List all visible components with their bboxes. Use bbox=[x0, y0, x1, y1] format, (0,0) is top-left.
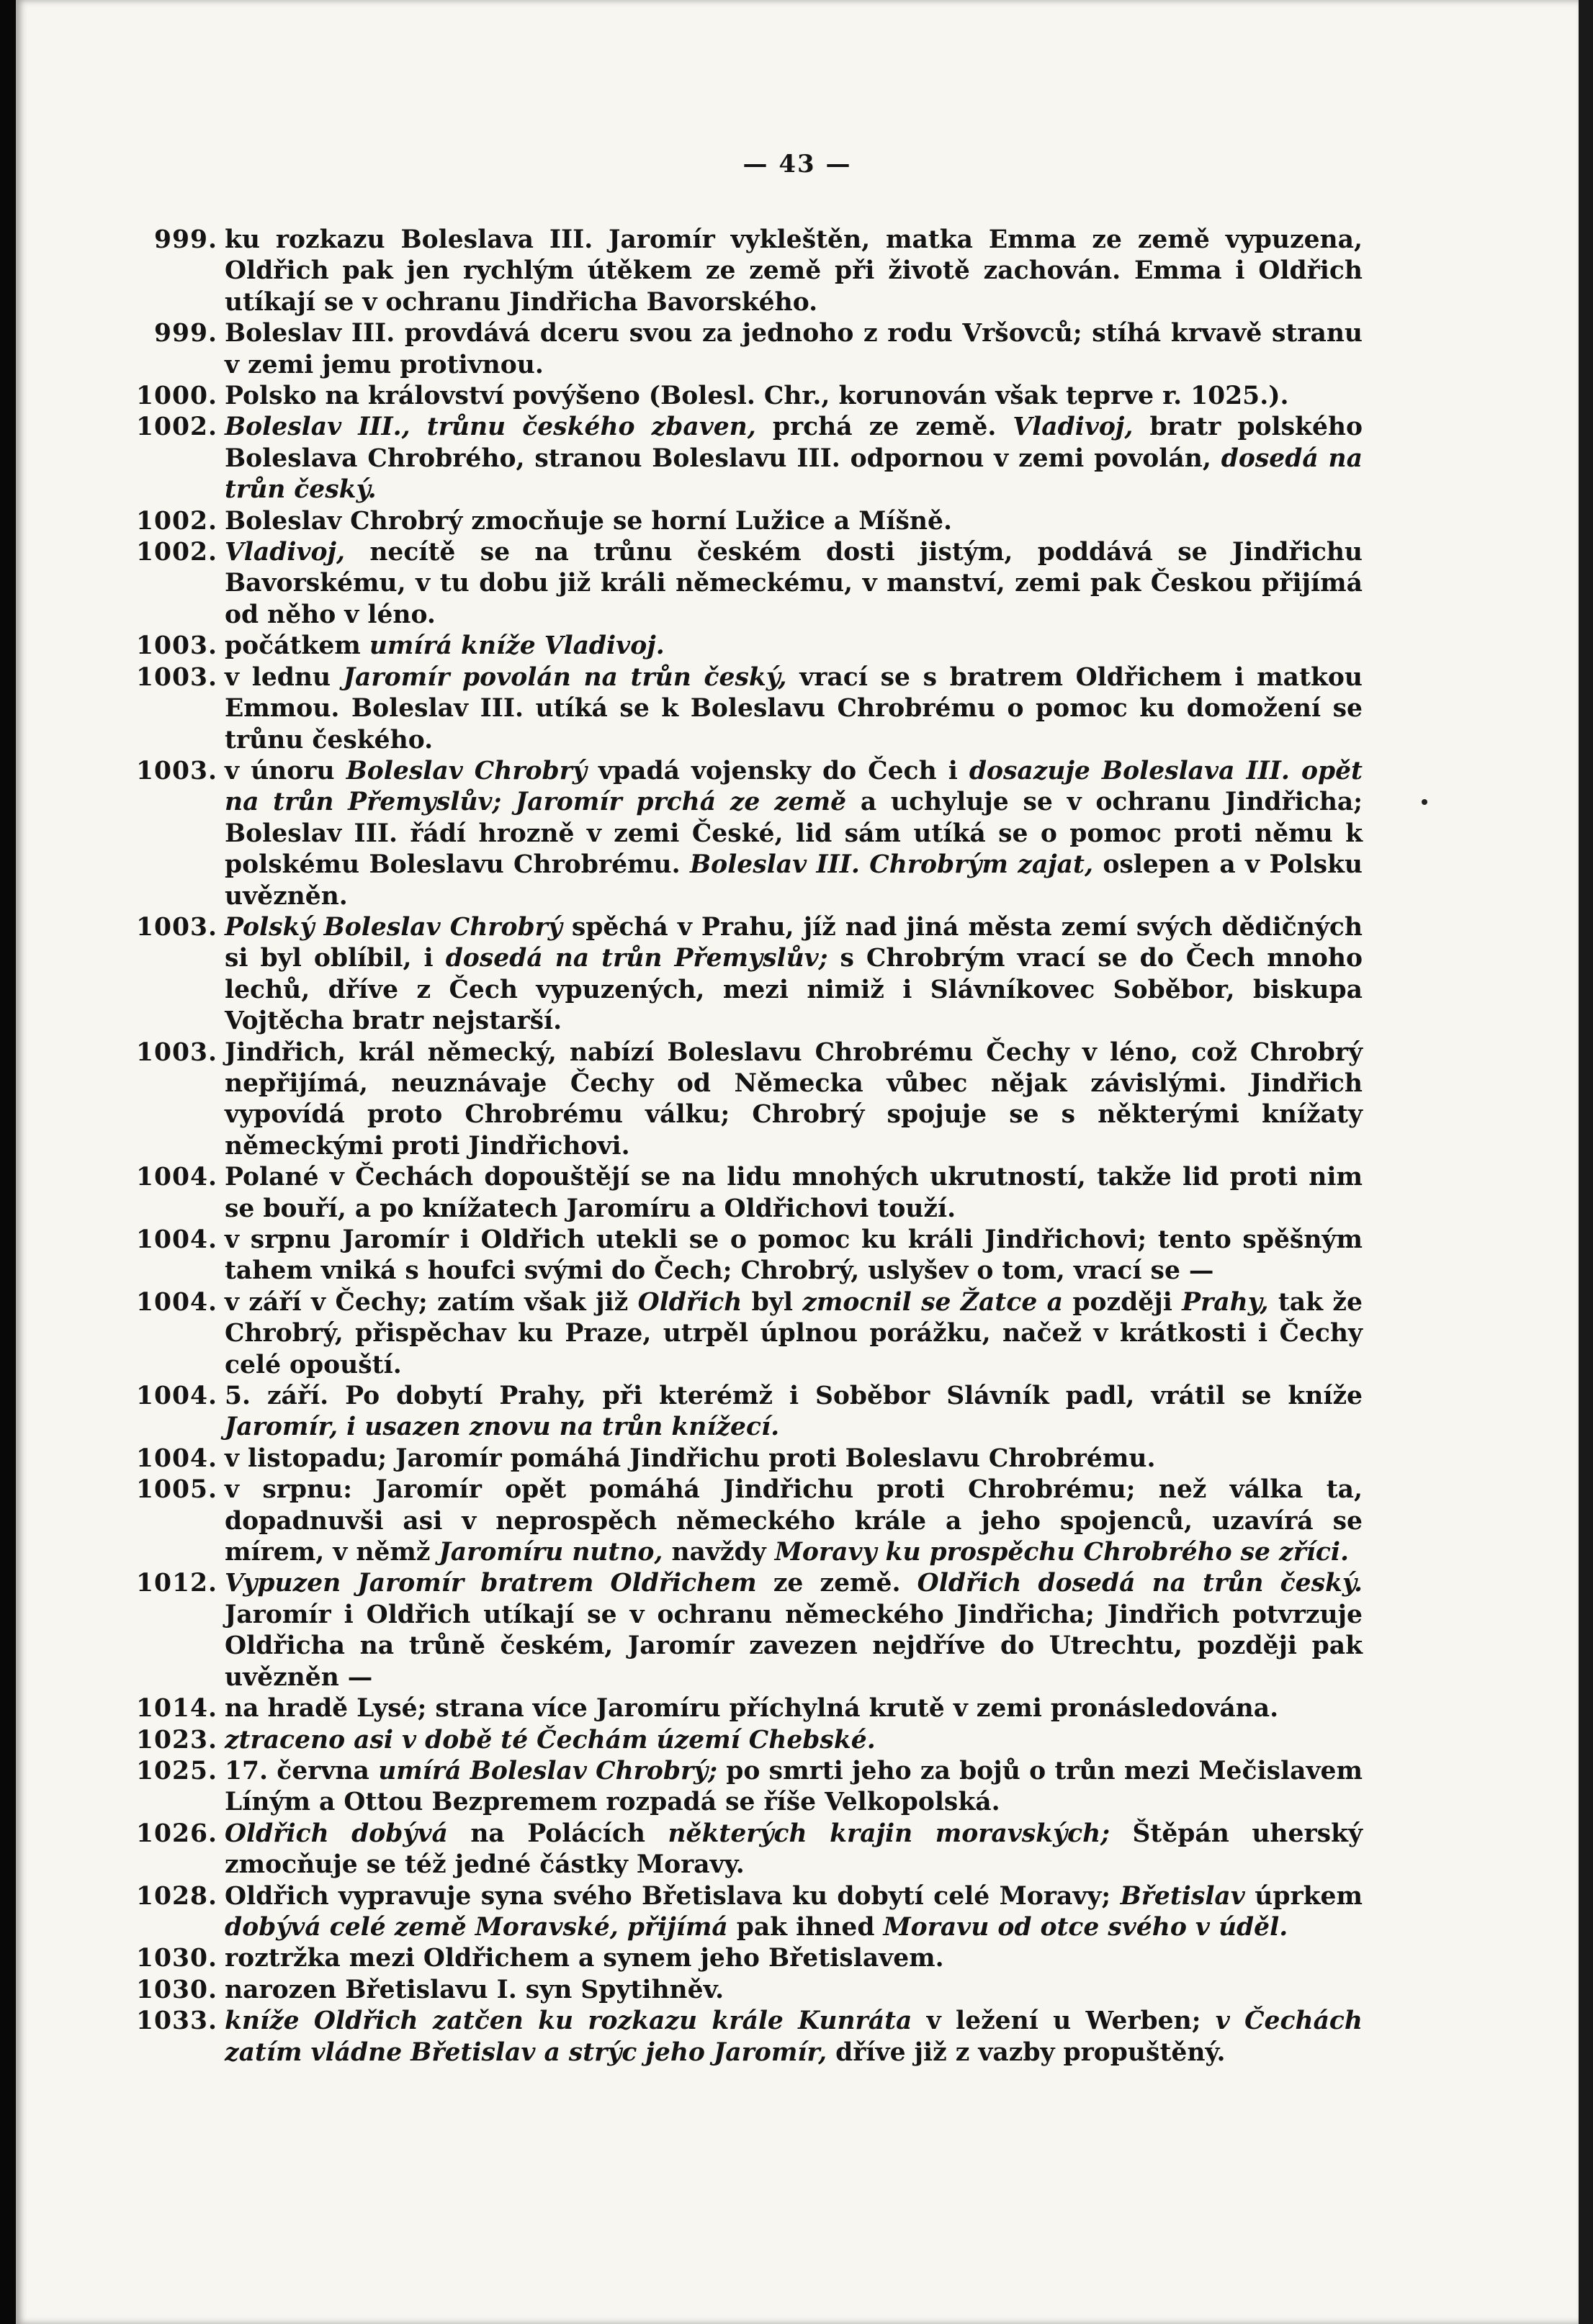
chronology-entry bbox=[124, 1943, 1363, 1974]
entry-text-italic: Jaromíru nutno, bbox=[439, 1538, 663, 1567]
entry-text-run: roztržka mezi Oldřichem a synem jeho Břetislavem. bbox=[225, 1944, 944, 1973]
entry-text bbox=[225, 1756, 1363, 1819]
entry-text-run: navždy bbox=[663, 1538, 775, 1567]
entry-text-italic: Jaromír, i usazen znovu na trůn knížecí. bbox=[225, 1413, 780, 1442]
chronology-entry bbox=[124, 2006, 1363, 2068]
entry-year: 1004. bbox=[135, 1225, 217, 1254]
entry-text-italic: Vladivoj, bbox=[225, 538, 346, 567]
entry-text-run: v srpnu Jaromír i Oldřich utekli se o pomoc ku králi Jindřichovi; tento spěšným tahem vniká s houfci svými do Čech; Chrobrý, uslyšev o tom, vrací se — bbox=[225, 1225, 1363, 1286]
entry-text bbox=[225, 225, 1363, 318]
chronology-entry bbox=[124, 1756, 1363, 1819]
entry-text bbox=[225, 318, 1363, 381]
entry-text bbox=[225, 1725, 1363, 1756]
entry-text-run: vpadá vojensky do Čech i bbox=[586, 756, 969, 785]
entry-year: 1000. bbox=[135, 382, 217, 411]
entry-text-italic: Boleslav III. Chrobrým zajat, bbox=[690, 850, 1093, 880]
entry-text-italic: některých krajin moravských; bbox=[668, 1819, 1110, 1848]
entry-text-run: Polané v Čechách dopouštějí se na lidu mnohých ukrutností, takže lid proti nim se bouří, a po knížatech Jaromíru a Oldřichovi touží. bbox=[225, 1163, 1363, 1223]
entry-text-italic: umírá Boleslav Chrobrý; bbox=[378, 1756, 717, 1785]
entry-year: 1025. bbox=[135, 1756, 217, 1785]
entry-text bbox=[225, 1162, 1363, 1225]
chronology-entry bbox=[124, 1819, 1363, 1881]
entry-text bbox=[225, 1881, 1363, 1944]
chronology-entry bbox=[124, 1381, 1363, 1444]
entry-year: 1026. bbox=[135, 1819, 217, 1848]
entry-text bbox=[225, 1975, 1363, 2006]
entry-text-run: v listopadu; Jaromír pomáhá Jindřichu proti Boleslavu Chrobrému. bbox=[225, 1444, 1156, 1473]
entry-text-italic: Břetislav bbox=[1120, 1881, 1245, 1911]
entry-text-italic: dosedá na trůn Přemyslův; bbox=[445, 944, 828, 973]
entry-text bbox=[225, 1943, 1363, 1974]
entry-text-italic: kníže Oldřich zatčen ku rozkazu krále Kunráta bbox=[225, 2007, 912, 2036]
entry-text-italic: ztraceno asi v době té Čechám území Chebské. bbox=[225, 1725, 876, 1755]
entry-text bbox=[225, 1568, 1363, 1693]
chronology-entry bbox=[124, 225, 1363, 318]
entry-text bbox=[225, 506, 1363, 537]
entry-text-italic: Boleslav III., trůnu českého zbaven, bbox=[225, 413, 756, 442]
entry-text-run: později bbox=[1063, 1287, 1183, 1317]
entry-year: 1012. bbox=[135, 1569, 217, 1598]
entry-year: 1028. bbox=[135, 1881, 217, 1911]
entry-text-italic: dosazuje Boleslava III. opět na trůn Přemyslův; Jaromír prchá ze země bbox=[225, 756, 1363, 817]
entry-year: 1004. bbox=[135, 1444, 217, 1473]
page-number: — 43 — bbox=[742, 150, 852, 179]
chronology-entry bbox=[124, 1881, 1363, 1944]
entry-text-italic: dobývá celé země Moravské, přijímá bbox=[225, 1912, 728, 1942]
entry-text-italic: Vladivoj, bbox=[1013, 413, 1134, 442]
entry-year: 999. bbox=[153, 225, 217, 254]
chronology-list bbox=[124, 225, 1363, 2068]
entry-year: 999. bbox=[153, 319, 217, 348]
document-page bbox=[16, 0, 1579, 2324]
entry-year: 1002. bbox=[135, 413, 217, 442]
entry-text bbox=[225, 2006, 1363, 2068]
entry-text-run: v ležení u Werben; bbox=[912, 2007, 1216, 2036]
entry-year: 1002. bbox=[135, 506, 217, 536]
entry-text-run: Jindřich, král německý, nabízí Boleslavu Chrobrému Čechy v léno, což Chrobrý nepřijímá, neuznávaje Čechy od Německa vůbec nějak závislými. Jindřich vypovídá proto Chrobrému válku; Chrobrý spojuje se s některými knížaty německými proti Jindřichovi. bbox=[225, 1037, 1363, 1161]
entry-year: 1004. bbox=[135, 1163, 217, 1192]
entry-text-run: bratr polského Boleslava Chrobrého, stranou Boleslavu III. odpornou v zemi povolán, bbox=[225, 413, 1363, 473]
entry-text-run: na Polácích bbox=[447, 1819, 668, 1848]
entry-text bbox=[225, 537, 1363, 631]
entry-text-run: v září v Čechy; zatím však již bbox=[225, 1287, 638, 1317]
entry-text bbox=[225, 412, 1363, 505]
entry-text-italic: Moravy ku prospěchu Chrobrého se zříci. bbox=[774, 1538, 1350, 1567]
entry-text-italic: Polský Boleslav Chrobrý bbox=[225, 912, 562, 942]
entry-year: 1023. bbox=[135, 1725, 217, 1755]
entry-text-italic: Moravu od otce svého v úděl. bbox=[883, 1912, 1288, 1942]
entry-text-run: v srpnu: Jaromír opět pomáhá Jindřichu proti Chrobrému; než válka ta, dopadnuvši asi v neprospěch německého krále a jeho spojenců, uzavírá se mírem, v němž bbox=[225, 1475, 1363, 1567]
chronology-entry bbox=[124, 381, 1363, 412]
entry-text bbox=[225, 1474, 1363, 1568]
entry-text bbox=[225, 1693, 1363, 1724]
entry-text-italic: zmocnil se Žatce a bbox=[802, 1287, 1064, 1317]
entry-text-italic: Prahy, bbox=[1182, 1287, 1269, 1317]
entry-text-italic: Boleslav Chrobrý bbox=[346, 756, 587, 785]
entry-text bbox=[225, 662, 1363, 756]
entry-text bbox=[225, 1381, 1363, 1444]
entry-text-run: pak ihned bbox=[727, 1912, 884, 1942]
chronology-entry bbox=[124, 662, 1363, 756]
margin-speck bbox=[1422, 799, 1427, 805]
entry-year: 1030. bbox=[135, 1944, 217, 1973]
entry-text-run: byl bbox=[742, 1287, 803, 1317]
entry-text-run: prchá ze země. bbox=[755, 413, 1013, 442]
chronology-entry bbox=[124, 1693, 1363, 1724]
chronology-entry bbox=[124, 1162, 1363, 1225]
chronology-entry bbox=[124, 1037, 1363, 1163]
entry-text bbox=[225, 1225, 1363, 1287]
chronology-entry bbox=[124, 1474, 1363, 1568]
entry-text bbox=[225, 1287, 1363, 1381]
entry-year: 1002. bbox=[135, 538, 217, 567]
entry-year: 1003. bbox=[135, 756, 217, 785]
entry-text bbox=[225, 1819, 1363, 1881]
entry-text-run: Jaromír i Oldřich utíkají se v ochranu německého Jindřicha; Jindřich potvrzuje Oldřicha na trůně českém, Jaromír zavezen nejdříve do Utrechtu, později pak uvězněn — bbox=[225, 1600, 1363, 1692]
entry-text-run: na hradě Lysé; strana více Jaromíru příchylná krutě v zemi pronásledována. bbox=[225, 1694, 1279, 1724]
entry-year: 1003. bbox=[135, 1037, 217, 1067]
chronology-entry bbox=[124, 1568, 1363, 1693]
entry-text-run: necítě se na trůnu českém dosti jistým, poddává se Jindřichu Bavorskému, v tu dobu již králi německému, v manství, zemi pak Českou přijímá od něho v léno. bbox=[225, 538, 1363, 629]
entry-text-run: 5. září. Po dobytí Prahy, při kterémž i Soběbor Slávník padl, vrátil se kníže bbox=[225, 1382, 1363, 1411]
entry-text-run: úprkem bbox=[1244, 1881, 1363, 1911]
chronology-entry bbox=[124, 318, 1363, 381]
entry-year: 1004. bbox=[135, 1287, 217, 1317]
entry-year: 1033. bbox=[135, 2007, 217, 2036]
entry-text-italic: Oldřich dobývá bbox=[225, 1819, 448, 1848]
entry-text-italic: Oldřich bbox=[637, 1287, 742, 1317]
scan-left-edge bbox=[0, 0, 16, 2324]
entry-year: 1005. bbox=[135, 1475, 217, 1505]
entry-text bbox=[225, 756, 1363, 912]
entry-text-run: po smrti jeho za bojů o trůn mezi Mečislavem Líným a Ottou Bezpremem rozpadá se říše Velkopolská. bbox=[225, 1756, 1363, 1817]
entry-text-run: ze země. bbox=[756, 1569, 917, 1598]
chronology-entry bbox=[124, 1225, 1363, 1287]
entry-text-run: oslepen a v Polsku uvězněn. bbox=[225, 850, 1363, 911]
entry-text-run: a uchyluje se v ochranu Jindřicha; Boleslav III. řádí hrozně v zemi České, lid sám utíká se o pomoc proti němu k polskému Boleslavu Chrobrému. bbox=[225, 788, 1363, 880]
chronology-entry bbox=[124, 506, 1363, 537]
entry-text-run: 17. června bbox=[225, 1756, 379, 1785]
entry-text-run: ku rozkazu Boleslava III. Jaromír vykleštěn, matka Emma ze země vypuzena, Oldřich pak jen rychlým útěkem ze země při životě zachován. Emma i Oldřich utíkají se v ochranu Jindřicha Bavorského. bbox=[225, 225, 1363, 317]
entry-text-run: Boleslav III. provdává dceru svou za jednoho z rodu Vršovců; stíhá krvavě stranu v zemi jemu protivnou. bbox=[225, 319, 1363, 379]
entry-text-italic: Jaromír povolán na trůn český, bbox=[343, 662, 787, 692]
entry-text-run: vrací se s bratrem Oldřichem i matkou Emmou. Boleslav III. utíká se k Boleslavu Chrobrému o pomoc ku domožení se trůnu českého. bbox=[225, 662, 1363, 755]
entry-text-italic: dosedá na trůn český. bbox=[225, 443, 1363, 505]
entry-text-italic: umírá kníže Vladivoj. bbox=[369, 631, 665, 661]
chronology-entry bbox=[124, 1975, 1363, 2006]
chronology-entry bbox=[124, 412, 1363, 505]
entry-text-run: dříve již z vazby propuštěný. bbox=[827, 2037, 1226, 2067]
entry-text bbox=[225, 1444, 1363, 1474]
entry-text-run: Štěpán uherský zmocňuje se též jedné částky Moravy. bbox=[225, 1819, 1363, 1880]
entry-text-run: Boleslav Chrobrý zmocňuje se horní Lužice a Míšně. bbox=[225, 506, 952, 536]
entry-text bbox=[225, 912, 1363, 1037]
chronology-entry bbox=[124, 1287, 1363, 1381]
chronology-entry bbox=[124, 1725, 1363, 1756]
chronology-entry bbox=[124, 537, 1363, 631]
entry-text-run: narozen Břetislavu I. syn Spytihněv. bbox=[225, 1975, 724, 2004]
entry-text bbox=[225, 631, 1363, 662]
chronology-entry bbox=[124, 756, 1363, 912]
chronology-entry bbox=[124, 912, 1363, 1037]
entry-year: 1003. bbox=[135, 631, 217, 661]
entry-text bbox=[225, 1037, 1363, 1163]
entry-year: 1014. bbox=[135, 1694, 217, 1724]
entry-text-run: spěchá v Prahu, jíž nad jiná města zemí svých dědičných si byl oblíbil, i bbox=[225, 912, 1363, 973]
entry-year: 1003. bbox=[135, 662, 217, 692]
entry-text-run: tak že Chrobrý, přispěchav ku Praze, utrpěl úplnou porážku, načež v krátkosti i Čechy celé opouští. bbox=[225, 1287, 1363, 1379]
entry-year: 1030. bbox=[135, 1975, 217, 2004]
entry-year: 1004. bbox=[135, 1382, 217, 1411]
entry-text-run: v lednu bbox=[225, 662, 344, 692]
entry-text-run: Polsko na království povýšeno (Bolesl. Chr., korunován však teprve r. 1025.). bbox=[225, 382, 1289, 411]
entry-text-run: v únoru bbox=[225, 756, 346, 785]
entry-text-run: s Chrobrým vrací se do Čech mnoho lechů, dříve z Čech vypuzených, mezi nimiž i Slávníkovec Soběbor, biskupa Vojtěcha bratr nejstarší. bbox=[225, 944, 1363, 1036]
chronology-entry bbox=[124, 1444, 1363, 1474]
entry-text-run: Oldřich vypravuje syna svého Břetislava ku dobytí celé Moravy; bbox=[225, 1881, 1121, 1911]
entry-text bbox=[225, 381, 1363, 412]
entry-text-italic: v Čechách zatím vládne Břetislav a strýc jeho Jaromír, bbox=[225, 2007, 1363, 2067]
entry-year: 1003. bbox=[135, 912, 217, 942]
entry-text-run: počátkem bbox=[225, 631, 369, 661]
entry-text-italic: Vypuzen Jaromír bratrem Oldřichem bbox=[225, 1569, 757, 1598]
entry-text-italic: Oldřich dosedá na trůn český. bbox=[917, 1569, 1363, 1598]
chronology-entry bbox=[124, 631, 1363, 662]
